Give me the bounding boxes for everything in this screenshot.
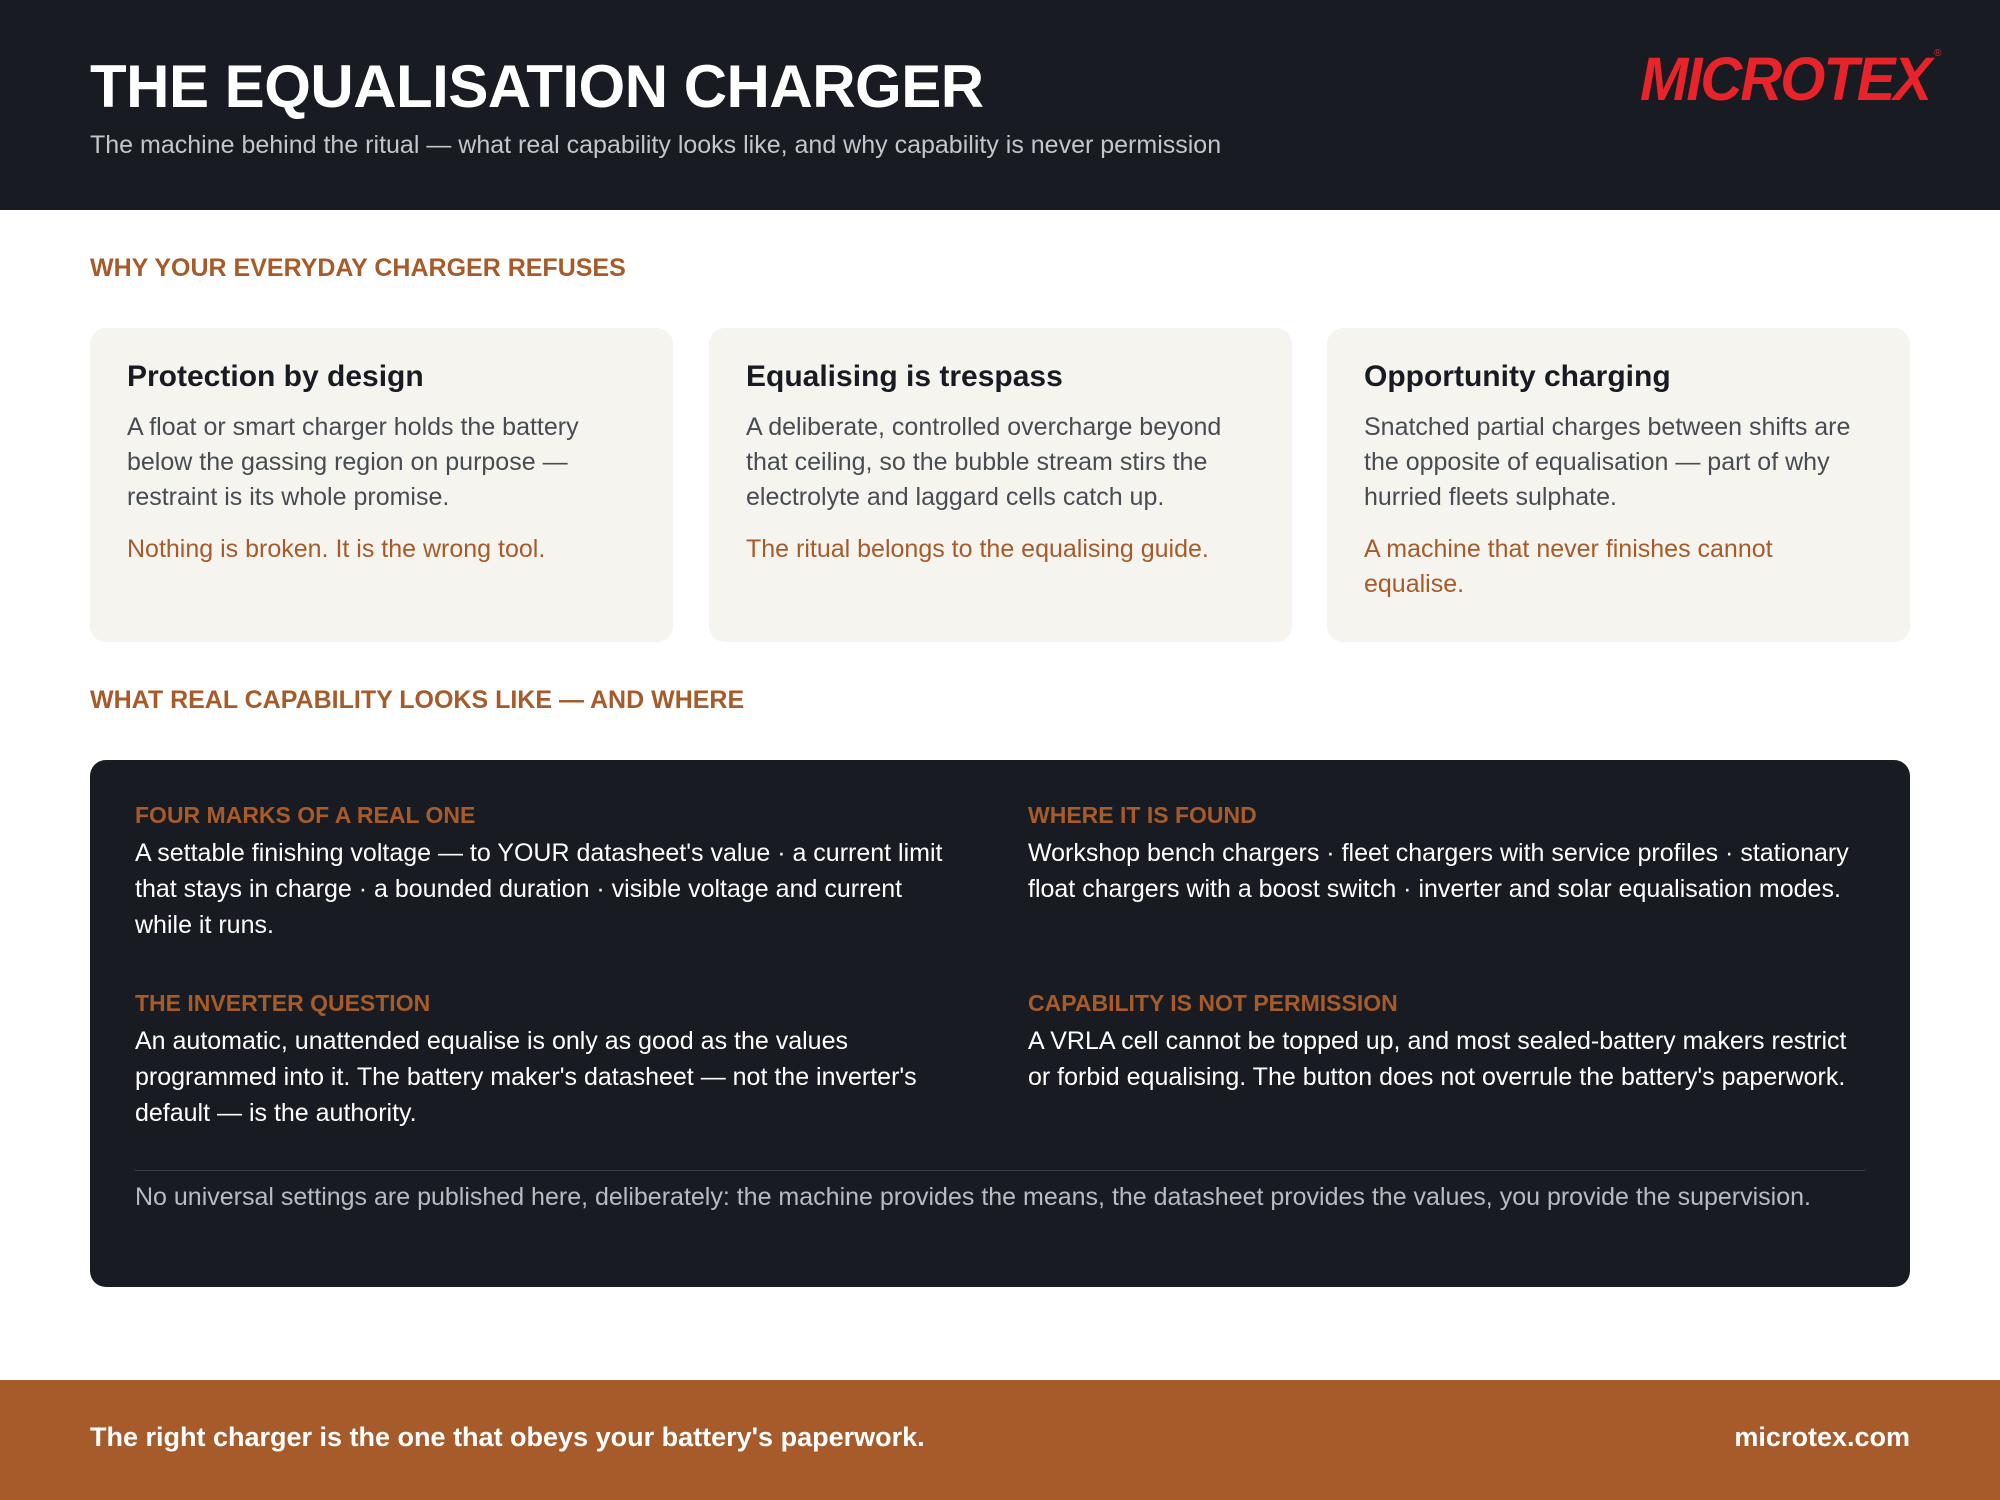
card-body: A deliberate, controlled overcharge beyond that ceiling, so the bubble stream stirs the electrolyte and laggard cells catch up. [746,413,1222,511]
block-heading: THE INVERTER QUESTION [135,990,431,1016]
card-title: Protection by design [127,360,424,393]
card-note: The ritual belongs to the equalising guide. [746,535,1209,563]
card-opportunity-charging [1327,328,1910,642]
block-heading: WHERE IT IS FOUND [1028,802,1257,828]
card-body: A float or smart charger holds the battery below the gassing region on purpose — restraint is its whole promise. [127,413,579,511]
page-title: THE EQUALISATION CHARGER [90,53,984,120]
block-body: An automatic, unattended equalise is only as good as the values programmed into it. The battery maker's datasheet — not the inverter's default — is the authority. [135,1027,917,1127]
block-where-found [1028,802,1858,907]
block-heading: CAPABILITY IS NOT PERMISSION [1028,990,1398,1016]
registered-mark: ® [1934,48,1942,59]
page-subtitle: The machine behind the ritual — what real capability looks like, and why capability is never permission [90,131,1222,159]
capability-panel [90,760,1910,1287]
panel-divider [135,1170,1865,1171]
block-body: Workshop bench chargers · fleet chargers with service profiles · stationary float chargers with a boost switch · inverter and solar equalisation modes. [1028,839,1849,903]
brand-logo [1640,40,1942,120]
card-note: A machine that never finishes cannot equalise. [1364,535,1773,598]
block-body: A VRLA cell cannot be topped up, and most sealed-battery makers restrict or forbid equalising. The button does not overrule the battery's paperwork. [1028,1027,1847,1091]
panel-note: No universal settings are published here, deliberately: the machine provides the means, the datasheet provides the values, you provide the supervision. [135,1183,1811,1211]
logo-text: MICROTEX [1640,45,1931,114]
block-heading: FOUR MARKS OF A REAL ONE [135,802,476,828]
card-equalising-is-trespass [709,328,1292,642]
block-not-permission [1028,990,1858,1095]
card-body: Snatched partial charges between shifts are the opposite of equalisation — part of why hurried fleets sulphate. [1364,413,1851,511]
card-note: Nothing is broken. It is the wrong tool. [127,535,546,563]
section-heading-real-capability: WHAT REAL CAPABILITY LOOKS LIKE — AND WHERE [90,686,745,714]
footer [0,1380,2000,1500]
footer-tagline: The right charger is the one that obeys your battery's paperwork. [90,1422,925,1452]
card-protection-by-design [90,328,673,642]
section-heading-charger-refuses: WHY YOUR EVERYDAY CHARGER REFUSES [90,254,626,282]
card-title: Equalising is trespass [746,360,1063,393]
block-four-marks [135,802,965,943]
block-body: A settable finishing voltage — to YOUR datasheet's value · a current limit that stays in charge · a bounded duration · visible voltage and current while it runs. [135,839,943,939]
block-inverter-question [135,990,965,1131]
header [0,0,2000,210]
footer-url-link[interactable]: microtex.com [1734,1422,1910,1452]
card-title: Opportunity charging [1364,360,1671,393]
